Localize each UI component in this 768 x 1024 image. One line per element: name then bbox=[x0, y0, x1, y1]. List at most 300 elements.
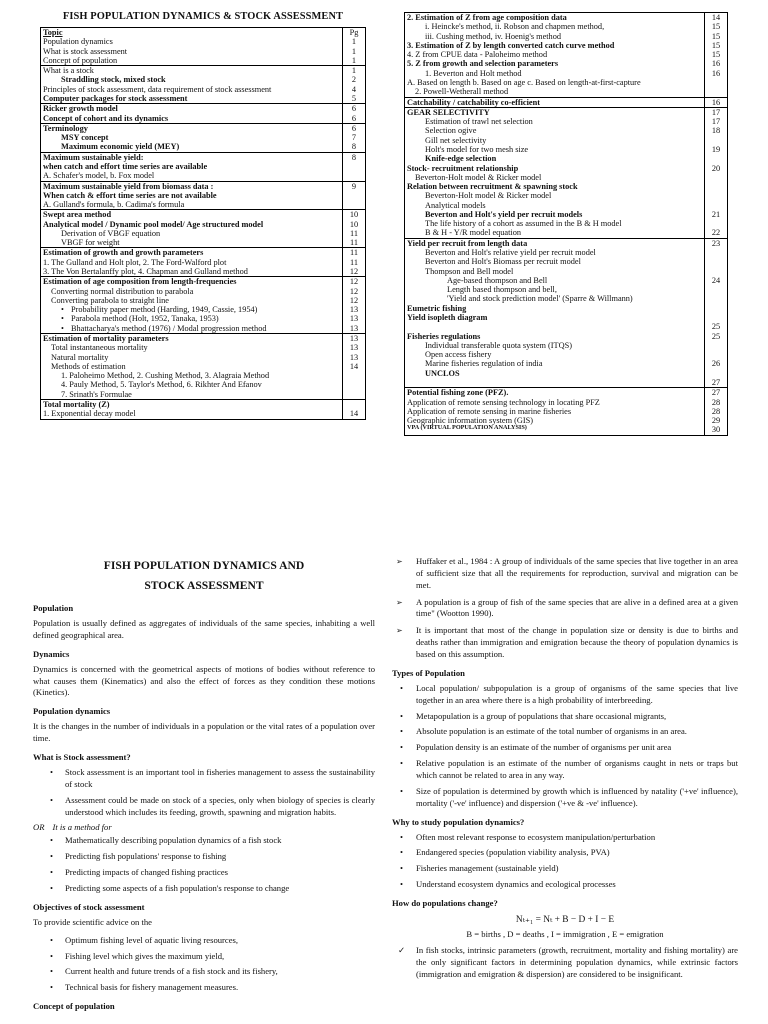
toc-page-number: 12 bbox=[343, 287, 366, 296]
toc-right-column bbox=[404, 12, 728, 436]
toc-page-number: 17 bbox=[705, 107, 728, 117]
toc-topic: Principles of stock assessment, data requirement of stock assessment bbox=[43, 84, 272, 94]
toc-page-number: 8 bbox=[343, 142, 366, 152]
toc-page-number bbox=[705, 267, 728, 276]
toc-row bbox=[41, 66, 366, 76]
toc-topic: when catch and effort time series are available bbox=[43, 161, 208, 171]
toc-topic: 4. Pauly Method, 5. Taylor's Method, 6. Rikhter And Efanov bbox=[61, 380, 262, 390]
toc-row bbox=[405, 398, 728, 407]
toc-topic: Selection ogive bbox=[425, 126, 477, 136]
toc-topic: Estimation of growth and growth parameters bbox=[41, 248, 343, 258]
toc-page-number bbox=[705, 350, 728, 359]
section-heading-why-study: Why to study population dynamics? bbox=[392, 816, 525, 827]
toc-topic: Individual transferable quota system (ITQS) bbox=[425, 340, 572, 350]
toc-row bbox=[41, 419, 366, 420]
toc-row bbox=[41, 123, 366, 133]
or-label: OR bbox=[33, 822, 45, 833]
section-heading-population-dynamics: Population dynamics bbox=[33, 706, 111, 717]
toc-topic: • Probability paper method (Harding, 1949, Cassie, 1954) bbox=[41, 305, 343, 314]
toc-page-number: 13 bbox=[343, 305, 366, 314]
or-text: It is a method for bbox=[52, 822, 112, 833]
toc-page-number: 1 bbox=[343, 56, 366, 66]
toc-topic bbox=[41, 419, 343, 420]
toc-title: FISH POPULATION DYNAMICS & STOCK ASSESSMENT bbox=[62, 11, 344, 22]
toc-topic: Relation between recruitment & spawning stock bbox=[407, 182, 578, 192]
toc-topic: MSY concept bbox=[61, 133, 109, 143]
toc-page-number bbox=[705, 78, 728, 87]
toc-page-number bbox=[343, 419, 366, 420]
toc-topic: Concept of population bbox=[43, 55, 118, 65]
toc-page-number: 30 bbox=[705, 425, 728, 435]
paragraph-population-dynamics: It is the changes in the number of individuals in a population or the vital rates of a population over time. bbox=[33, 721, 375, 744]
toc-page-number: 14 bbox=[343, 409, 366, 418]
or-line bbox=[33, 822, 375, 832]
toc-page-number: 16 bbox=[705, 97, 728, 107]
toc-topic: Application of remote sensing in marine fisheries bbox=[407, 406, 572, 416]
section-heading-how-change: How do populations change? bbox=[392, 898, 498, 909]
section-heading-dynamics: Dynamics bbox=[33, 648, 70, 659]
types-list bbox=[392, 683, 738, 810]
toc-page-number: 26 bbox=[705, 359, 728, 368]
toc-page-number: 13 bbox=[343, 343, 366, 352]
toc-topic: Knife-edge selection bbox=[425, 154, 497, 164]
toc-page-number bbox=[343, 399, 366, 409]
toc-topic: Maximum economic yield (MEY) bbox=[61, 142, 180, 152]
toc-topic: Topic bbox=[43, 28, 63, 37]
check-list bbox=[392, 945, 738, 981]
toc-topic: 7. Srinath's Formulae bbox=[61, 389, 132, 399]
list-item: • Assessment could be made on stock of a species, only when biology of species is clearly understood which includes its feeding, growth, spawning and migration habits. bbox=[33, 795, 375, 819]
toc-page-number: 11 bbox=[343, 229, 366, 238]
toc-row bbox=[405, 267, 728, 276]
toc-row bbox=[405, 313, 728, 322]
toc-topic: Analytical models bbox=[425, 200, 486, 210]
page-title bbox=[33, 556, 375, 596]
toc-page-number: Pg bbox=[343, 28, 366, 38]
toc-row bbox=[41, 399, 366, 409]
toc-page-number: 6 bbox=[343, 114, 366, 124]
toc-topic: Holt's model for two mesh size bbox=[425, 144, 529, 154]
toc-topic: Estimation of trawl net selection bbox=[425, 117, 533, 127]
list-item: • Absolute population is an estimate of the total number of organisms in an area. bbox=[392, 726, 738, 738]
toc-topic: What is a stock bbox=[41, 66, 343, 76]
section-heading-population: Population bbox=[33, 603, 74, 613]
toc-row bbox=[41, 47, 366, 56]
list-item: • Predicting some aspects of a fish population's response to change bbox=[33, 883, 375, 895]
toc-page-number bbox=[705, 285, 728, 294]
toc-topic: 1. Exponential decay model bbox=[43, 409, 136, 419]
toc-page-number bbox=[705, 248, 728, 257]
toc-row bbox=[41, 85, 366, 94]
toc-page-number: 11 bbox=[343, 238, 366, 248]
toc-row bbox=[405, 257, 728, 266]
toc-page-number: 9 bbox=[343, 181, 366, 191]
toc-page-number: 29 bbox=[705, 416, 728, 425]
toc-topic: iii. Cushing method, iv. Hoenig's method bbox=[425, 31, 562, 41]
toc-topic: Application of remote sensing technology in locating PFZ bbox=[407, 397, 600, 407]
toc-row bbox=[41, 334, 366, 344]
toc-topic: GEAR SELECTIVITY bbox=[405, 107, 705, 117]
toc-table-left bbox=[40, 27, 366, 420]
list-item: • Stock assessment is an important tool in fisheries management to assess the sustainability of stock bbox=[33, 767, 375, 791]
objectives-list bbox=[33, 935, 375, 994]
toc-topic: 1. Beverton and Holt method bbox=[425, 68, 522, 78]
page-title-line-1: FISH POPULATION DYNAMICS AND bbox=[103, 559, 305, 572]
toc-topic: Yield isopleth diagram bbox=[407, 313, 488, 322]
page-title-line-2: STOCK ASSESSMENT bbox=[144, 579, 264, 592]
toc-topic: Methods of estimation bbox=[51, 361, 126, 371]
toc-row bbox=[405, 50, 728, 59]
toc-row bbox=[405, 126, 728, 135]
toc-page-number: 27 bbox=[705, 388, 728, 398]
toc-topic: A. Based on length b. Based on age c. Based on length-at-first-capture bbox=[407, 77, 641, 87]
toc-topic: Maximum sustainable yield: bbox=[41, 152, 343, 162]
toc-topic: What is stock assessment bbox=[43, 46, 128, 56]
toc-topic: Computer packages for stock assessment bbox=[43, 93, 188, 103]
toc-row bbox=[41, 248, 366, 258]
toc-topic: Beverton and Holt's Biomass per recruit model bbox=[425, 257, 581, 267]
toc-page-number bbox=[705, 87, 728, 97]
toc-row bbox=[41, 409, 366, 418]
section-heading-stock-assessment: What is Stock assessment? bbox=[33, 752, 131, 763]
toc-row bbox=[405, 341, 728, 350]
toc-page-number: 24 bbox=[705, 276, 728, 285]
toc-page-number: 13 bbox=[343, 324, 366, 334]
toc-row bbox=[41, 162, 366, 171]
toc-row bbox=[41, 152, 366, 162]
arrow-bullet-icon: ➢ bbox=[396, 626, 403, 636]
toc-row bbox=[405, 145, 728, 154]
toc-topic: Potential fishing zone (PFZ). bbox=[405, 388, 705, 398]
toc-page-number: 15 bbox=[705, 50, 728, 59]
toc-topic: Length based thompson and bell, bbox=[447, 285, 557, 295]
toc-row bbox=[405, 164, 728, 173]
toc-row bbox=[405, 69, 728, 78]
toc-page-number: 7 bbox=[343, 133, 366, 142]
toc-page-number: 1 bbox=[343, 37, 366, 46]
toc-topic: Concept of cohort and its dynamics bbox=[43, 113, 169, 123]
toc-row bbox=[41, 371, 366, 380]
toc-page-number bbox=[705, 219, 728, 228]
toc-page-number: 25 bbox=[705, 322, 728, 331]
toc-row bbox=[41, 181, 366, 191]
toc-row bbox=[41, 37, 366, 46]
toc-row bbox=[405, 378, 728, 388]
list-item: • Metapopulation is a group of populations that share occasional migrants, bbox=[392, 711, 738, 723]
toc-topic: A. Schafer's model, b. Fox model bbox=[43, 171, 155, 181]
toc-page-number: 23 bbox=[705, 238, 728, 248]
toc-page-number: 1 bbox=[343, 47, 366, 56]
paragraph-objectives: To provide scientific advice on the bbox=[33, 916, 152, 927]
toc-topic: Beverton-Holt model & Ricker model bbox=[425, 191, 552, 201]
toc-page-number: 12 bbox=[343, 267, 366, 277]
toc-topic: Catchability / catchability co-efficient bbox=[405, 97, 705, 107]
toc-topic: Maximum sustainable yield from biomass data : bbox=[41, 181, 343, 191]
list-item: • Endangered species (population viability analysis, PVA) bbox=[392, 847, 738, 859]
toc-page-number bbox=[705, 313, 728, 322]
list-item: • Often most relevant response to ecosystem manipulation/perturbation bbox=[392, 832, 738, 844]
toc-page-number: 13 bbox=[343, 353, 366, 362]
toc-row bbox=[41, 287, 366, 296]
toc-page-number: 11 bbox=[343, 258, 366, 267]
toc-topic: 3. Estimation of Z by length converted catch curve method bbox=[407, 40, 615, 50]
toc-row bbox=[405, 107, 728, 117]
list-item: • Predicting fish populations' response to fishing bbox=[33, 851, 375, 863]
toc-row bbox=[405, 22, 728, 31]
toc-topic: Yield per recruit from length data bbox=[405, 238, 705, 248]
toc-page-number bbox=[705, 341, 728, 350]
toc-row bbox=[405, 332, 728, 341]
toc-row bbox=[405, 219, 728, 228]
toc-page-number: 4 bbox=[343, 85, 366, 94]
section-heading-types-of-population: Types of Population bbox=[392, 667, 465, 678]
toc-row bbox=[41, 171, 366, 181]
toc-page-number: 16 bbox=[705, 59, 728, 68]
toc-row bbox=[41, 28, 366, 38]
toc-page-number: 14 bbox=[343, 362, 366, 371]
toc-row bbox=[405, 136, 728, 145]
list-item: ➢ A population is a group of fish of the same species that are alive in a defined area at a given time" (Wootton 1990). bbox=[396, 596, 738, 619]
toc-row bbox=[41, 353, 366, 362]
toc-row bbox=[405, 350, 728, 359]
toc-row bbox=[41, 277, 366, 287]
toc-page-number: 27 bbox=[705, 378, 728, 388]
toc-row bbox=[41, 390, 366, 400]
toc-page-number bbox=[705, 136, 728, 145]
toc-topic: Total instantaneous mortality bbox=[51, 343, 148, 353]
toc-topic: Age-based thompson and Bell bbox=[447, 275, 548, 285]
list-item: • Population density is an estimate of the number of organisms per unit area bbox=[392, 742, 738, 754]
list-item: • Optimum fishing level of aquatic living resources, bbox=[33, 935, 375, 947]
toc-topic: Analytical model / Dynamic pool model/ Age structured model bbox=[43, 219, 264, 229]
toc-page-number: 13 bbox=[343, 334, 366, 344]
toc-topic: Thompson and Bell model bbox=[425, 266, 514, 276]
toc-topic: 5. Z from growth and selection parameters bbox=[407, 59, 559, 69]
toc-page-number: 12 bbox=[343, 277, 366, 287]
toc-page-number bbox=[705, 369, 728, 378]
toc-row bbox=[41, 238, 366, 248]
toc-topic: 'Yield and stock prediction model' (Sparre & Willmann) bbox=[447, 294, 633, 304]
toc-row bbox=[41, 114, 366, 124]
list-item: • Predicting impacts of changed fishing practices bbox=[33, 867, 375, 879]
toc-page-number bbox=[343, 380, 366, 389]
definition-list bbox=[392, 556, 738, 661]
toc-page-number bbox=[343, 191, 366, 200]
toc-row bbox=[41, 362, 366, 371]
toc-page-number bbox=[343, 200, 366, 210]
toc-row bbox=[405, 182, 728, 191]
toc-page-number bbox=[705, 201, 728, 210]
toc-topic: Population dynamics bbox=[43, 37, 113, 47]
toc-row bbox=[41, 267, 366, 277]
toc-topic: Natural mortality bbox=[51, 352, 109, 362]
stock-assessment-list bbox=[33, 767, 375, 818]
toc-row bbox=[41, 75, 366, 84]
toc-topic: Fisheries regulations bbox=[407, 331, 481, 341]
toc-row bbox=[405, 210, 728, 219]
toc-row bbox=[405, 294, 728, 303]
toc-topic: VPA (VIRTUAL POPULATION ANALYSIS) bbox=[407, 424, 527, 432]
paragraph-dynamics: Dynamics is concerned with the geometrical aspects of motions of bodies without reference to what causes them (Kinematics) and also the effect of forces as they condition these motions (Kinetics). bbox=[33, 663, 375, 698]
toc-page-number bbox=[343, 390, 366, 400]
toc-page-number: 18 bbox=[705, 126, 728, 135]
toc-topic: Terminology bbox=[41, 123, 343, 133]
toc-topic: Converting normal distribution to parabola bbox=[51, 286, 194, 296]
toc-row bbox=[41, 210, 366, 220]
toc-row bbox=[405, 41, 728, 50]
toc-row bbox=[405, 191, 728, 200]
toc-topic: When catch & effort time series are not available bbox=[43, 190, 217, 200]
toc-topic: Eumetric fishing bbox=[407, 303, 467, 313]
toc-row bbox=[41, 133, 366, 142]
toc-row bbox=[41, 56, 366, 66]
toc-row bbox=[41, 191, 366, 200]
toc-page-number: 10 bbox=[343, 220, 366, 229]
toc-left-column bbox=[40, 10, 366, 420]
toc-row bbox=[41, 314, 366, 323]
toc-topic: Gill net selectivity bbox=[425, 135, 487, 145]
toc-row bbox=[41, 380, 366, 389]
toc-row bbox=[405, 228, 728, 238]
toc-row bbox=[41, 200, 366, 210]
toc-row bbox=[405, 87, 728, 97]
section-heading-concept-of-population: Concept of population bbox=[33, 1001, 115, 1012]
toc-page-number: 20 bbox=[705, 164, 728, 173]
list-item: • Size of population is determined by growth which is influenced by natality ('+ve' influence), mortality ('-ve' influence) and dispersion ('+ve & -ve' influence). bbox=[392, 786, 738, 810]
toc-page-number bbox=[705, 182, 728, 191]
toc-page-number: 15 bbox=[705, 22, 728, 31]
toc-page-number bbox=[705, 173, 728, 182]
list-item: ✓ In fish stocks, intrinsic parameters (growth, recruitment, mortality and fishing mortality) are the only significant factors in determining population dynamics, while extrinsic factors (immigration and emigration & dispersion) are considered to be insignificant. bbox=[398, 945, 738, 979]
toc-topic: 2. Estimation of Z from age composition data bbox=[407, 13, 567, 22]
toc-page-number bbox=[343, 371, 366, 380]
toc-row bbox=[41, 104, 366, 114]
toc-table-right bbox=[404, 12, 728, 436]
toc-row bbox=[405, 359, 728, 368]
toc-topic: Geographic information system (GIS) bbox=[407, 416, 534, 426]
section-heading-objectives: Objectives of stock assessment bbox=[33, 901, 145, 912]
list-item: • Current health and future trends of a fish stock and its fishery, bbox=[33, 966, 375, 978]
toc-page-number bbox=[343, 171, 366, 181]
toc-row bbox=[41, 229, 366, 238]
toc-row bbox=[405, 425, 728, 435]
toc-row bbox=[405, 238, 728, 248]
toc-row bbox=[405, 285, 728, 294]
toc-row bbox=[405, 369, 728, 378]
toc-topic: • Parabola method (Holt, 1952, Tanaka, 1953) bbox=[41, 314, 343, 323]
toc-row bbox=[41, 94, 366, 104]
toc-topic: Open access fishery bbox=[425, 350, 492, 360]
checkmark-icon: ✓ bbox=[398, 945, 406, 956]
method-list bbox=[33, 835, 375, 894]
toc-page-number bbox=[705, 294, 728, 303]
toc-page-number bbox=[343, 162, 366, 171]
toc-row bbox=[41, 305, 366, 314]
toc-page-number: 28 bbox=[705, 407, 728, 416]
toc-page-number: 19 bbox=[705, 145, 728, 154]
body-right-column bbox=[392, 556, 738, 985]
toc-page-number: 2 bbox=[343, 75, 366, 84]
toc-topic: Marine fisheries regulation of india bbox=[425, 359, 543, 369]
list-item: ➢ Huffaker et al., 1984 : A group of individuals of the same species that live together in an area of sufficient size that all the requirements for reproduction, survival and migration can be met. bbox=[396, 556, 738, 590]
toc-page-number: 15 bbox=[705, 32, 728, 41]
toc-topic: Swept area method bbox=[41, 210, 343, 220]
list-item: • Relative population is an estimate of the number of organisms caught in nets or traps but which cannot be related to area in any way. bbox=[392, 758, 738, 782]
toc-topic: Derivation of VBGF equation bbox=[61, 228, 161, 238]
toc-page-number: 15 bbox=[705, 41, 728, 50]
arrow-bullet-icon: ➢ bbox=[396, 597, 403, 607]
list-item: • Fisheries management (sustainable yield) bbox=[392, 863, 738, 875]
toc-row bbox=[405, 59, 728, 68]
toc-topic: • Bhattacharya's method (1976) / Modal progression method bbox=[41, 324, 343, 334]
toc-topic: Stock- recruitment relationship bbox=[407, 163, 519, 173]
toc-topic: The life history of a cohort as assumed in the B & H model bbox=[425, 219, 622, 229]
toc-topic: 2. Powell-Wetherall method bbox=[415, 87, 509, 97]
toc-page-number bbox=[705, 154, 728, 163]
toc-topic: VBGF for weight bbox=[61, 238, 120, 248]
toc-row bbox=[405, 13, 728, 23]
toc-page-number: 10 bbox=[343, 210, 366, 220]
toc-topic: 3. The Von Bertalanffy plot, 4. Chapman and Gulland method bbox=[43, 267, 248, 277]
toc-page-number: 11 bbox=[343, 248, 366, 258]
toc-row bbox=[405, 407, 728, 416]
list-item: • Technical basis for fishery management measures. bbox=[33, 982, 375, 994]
toc-page-number bbox=[705, 257, 728, 266]
equation-legend: B = births , D = deaths , I = immigration , E = emigration bbox=[466, 929, 664, 940]
toc-page-number: 13 bbox=[343, 314, 366, 323]
list-item: • Fishing level which gives the maximum yield, bbox=[33, 951, 375, 963]
toc-topic: Beverton and Holt's yield per recruit models bbox=[425, 209, 583, 219]
toc-topic: Beverton-Holt model & Ricker model bbox=[415, 172, 542, 182]
toc-topic: 1. Paloheimo Method, 2. Cushing Method, 3. Alagraia Method bbox=[61, 371, 270, 381]
body-left-column bbox=[33, 556, 375, 1016]
toc-page-number: 12 bbox=[343, 296, 366, 305]
toc-topic: 4. Z from CPUE data - Paloheimo method bbox=[407, 50, 548, 60]
toc-row bbox=[41, 343, 366, 352]
toc-row bbox=[405, 322, 728, 331]
toc-row bbox=[405, 78, 728, 87]
toc-topic: Converting parabola to straight line bbox=[51, 295, 169, 305]
list-item: • Mathematically describing population dynamics of a fish stock bbox=[33, 835, 375, 847]
population-equation: Nₜ₊₁ = Nₜ + B − D + I − E bbox=[515, 915, 615, 926]
toc-row bbox=[405, 304, 728, 313]
toc-page-number bbox=[705, 304, 728, 313]
toc-row bbox=[405, 32, 728, 41]
toc-topic: Ricker growth model bbox=[41, 104, 343, 114]
toc-row bbox=[405, 201, 728, 210]
toc-row bbox=[405, 154, 728, 163]
toc-page-number: 14 bbox=[705, 13, 728, 23]
toc-page-number bbox=[705, 191, 728, 200]
toc-row bbox=[405, 117, 728, 126]
toc-topic bbox=[405, 378, 705, 388]
paragraph-population: Population is usually defined as aggregates of individuals of the same species, inhabiting a well defined geographical area. bbox=[33, 618, 375, 640]
toc-page-number: 28 bbox=[705, 398, 728, 407]
toc-page-number: 5 bbox=[343, 94, 366, 104]
toc-page-number: 21 bbox=[705, 210, 728, 219]
toc-page-number: 6 bbox=[343, 104, 366, 114]
toc-page-number: 17 bbox=[705, 117, 728, 126]
toc-row bbox=[41, 142, 366, 152]
toc-topic: Estimation of mortality parameters bbox=[41, 334, 343, 344]
toc-topic: 1. The Gulland and Holt plot, 2. The Ford-Walford plot bbox=[43, 257, 227, 267]
toc-topic: UNCLOS bbox=[425, 368, 460, 378]
why-list bbox=[392, 832, 738, 891]
arrow-bullet-icon: ➢ bbox=[396, 557, 403, 566]
toc-page-number: 6 bbox=[343, 123, 366, 133]
toc-row bbox=[405, 248, 728, 257]
toc-topic: Estimation of age composition from length-frequencies bbox=[41, 277, 343, 287]
